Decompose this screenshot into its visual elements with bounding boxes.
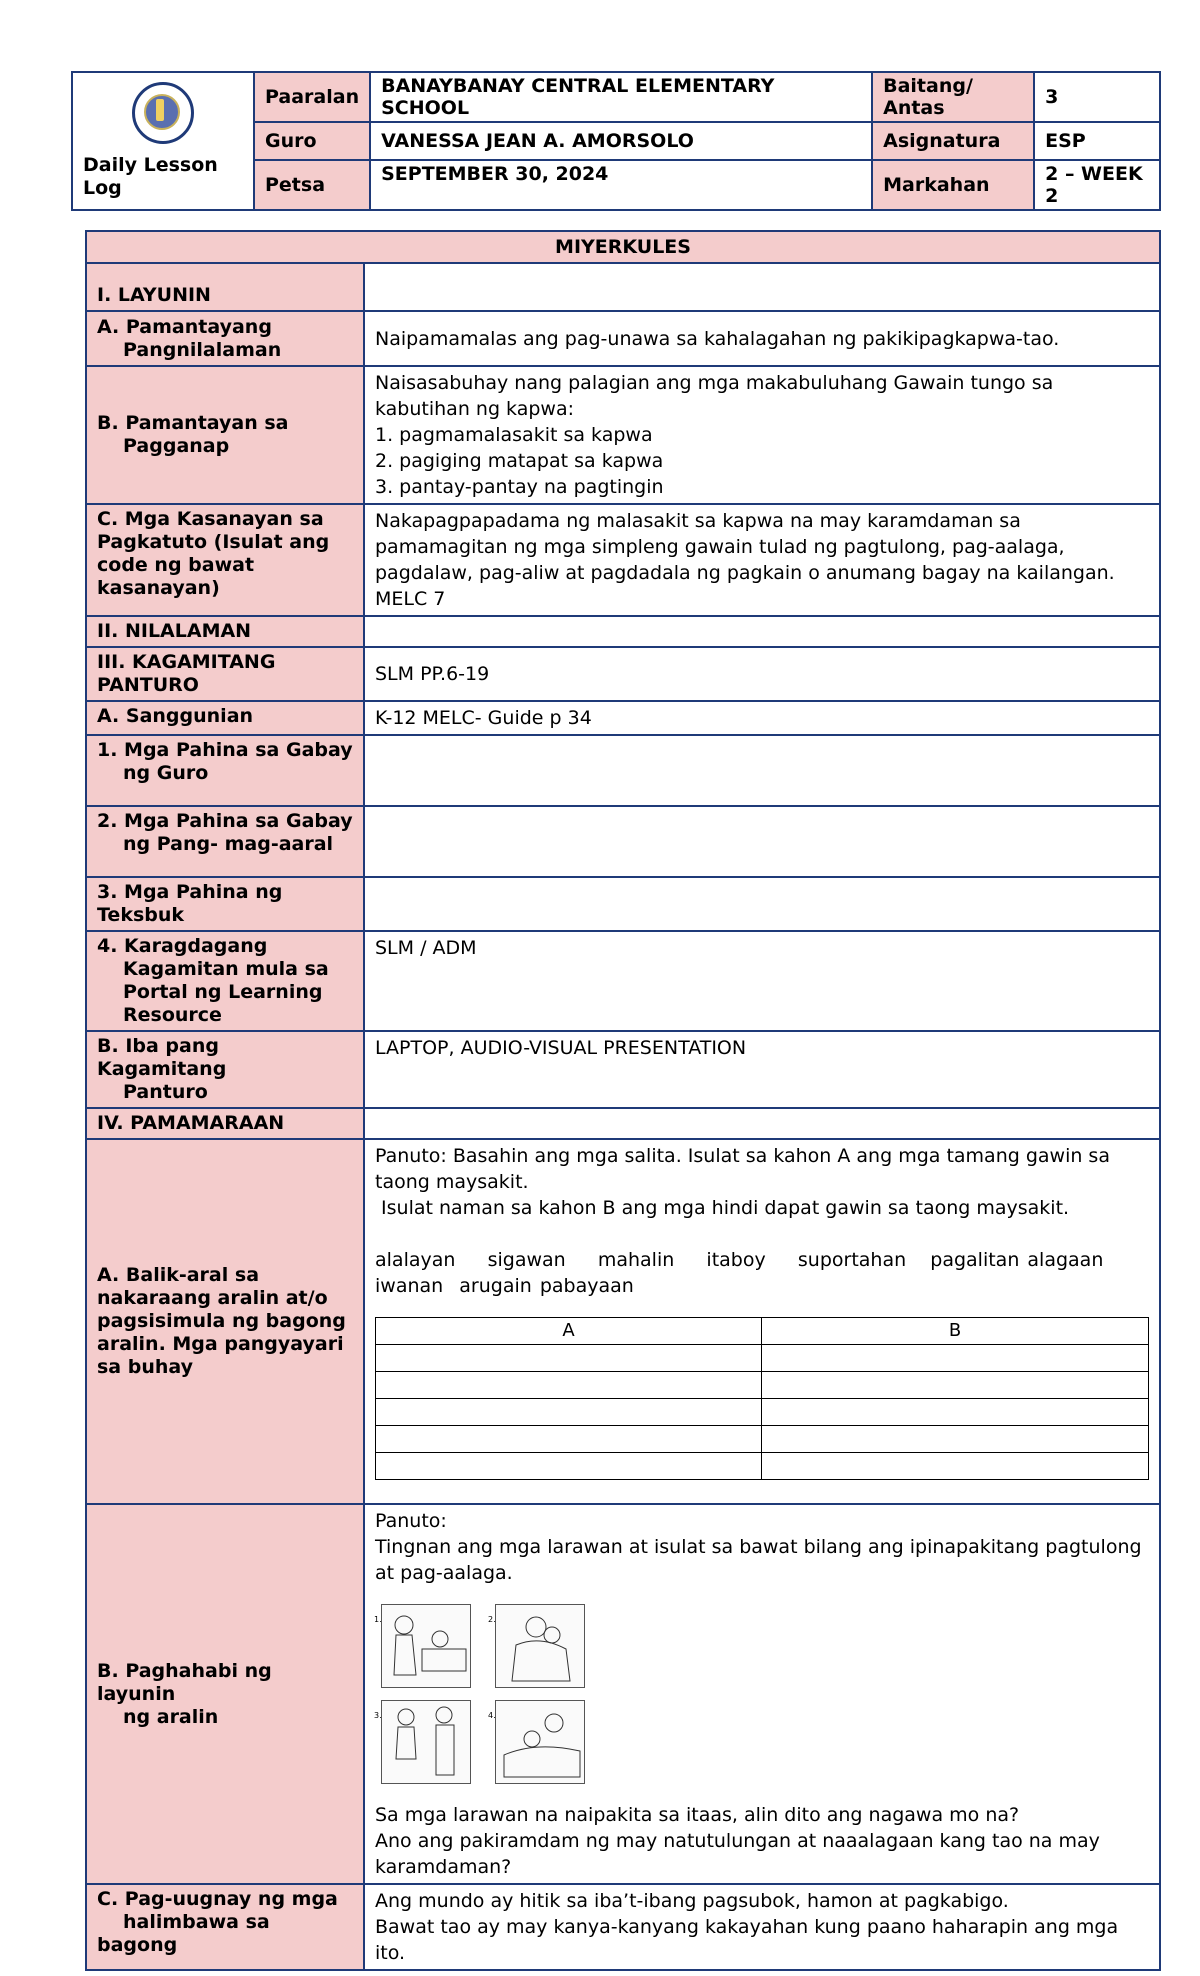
illustration-2 [488, 1604, 585, 1688]
pagganap-line: 2. pagiging matapat sa kapwa [375, 450, 664, 472]
karagdagang-label-1: 4. Karagdagang [97, 935, 268, 957]
petsa-value: SEPTEMBER 30, 2024 [370, 160, 872, 210]
nilalaman-value [364, 616, 1160, 647]
pamantayang-value: Naipamamalas ang pag-unawa sa kahalagahan ng pakikipagkapwa-tao. [364, 311, 1160, 366]
illustration-number: 4. [488, 1711, 496, 1720]
guro-label: Guro [254, 122, 370, 160]
pagganap-line: 3. pantay-pantay na pagtingin [375, 476, 664, 498]
pagganap-line: Naisasabuhay nang palagian ang mga makabuluhang Gawain tungo sa kabutihan ng kapwa: [375, 372, 1054, 420]
answer-cell[interactable] [376, 1399, 762, 1426]
col-b-header: B [762, 1318, 1149, 1345]
pagganap-line: 1. pagmamalasakit sa kapwa [375, 424, 653, 446]
answer-cell[interactable] [376, 1345, 762, 1372]
paghahabi-question-2: Ano ang pakiramdam ng may natutulungan at naaalagaan kang tao na may karamdaman? [375, 1830, 1100, 1878]
gabay-mag-label-2: ng Pang- mag-aaral [123, 833, 334, 855]
markahan-value: 2 – WEEK 2 [1034, 160, 1160, 210]
illustration-number: 3. [374, 1711, 382, 1720]
petsa-label: Petsa [254, 160, 370, 210]
paguugnay-value [364, 1884, 1160, 1970]
kasanayan-label: C. Mga Kasanayan sa Pagkatuto (Isulat ang code ng bawat kasanayan) [86, 504, 364, 616]
karagdagang-label-2: Kagamitan mula sa [123, 958, 329, 980]
day-heading: MIYERKULES [86, 231, 1160, 263]
answer-cell[interactable] [762, 1426, 1149, 1453]
pagganap-label-1: B. Pamantayan sa [97, 412, 289, 434]
sanggunian-label: A. Sanggunian [86, 701, 364, 735]
karagdagang-label [86, 931, 364, 1031]
gabay-mag-value [364, 806, 1160, 877]
karagdagang-label-3: Portal ng Learning [123, 981, 323, 1003]
paghahabi-label-1: B. Paghahabi ng layunin [97, 1659, 272, 1705]
pamantayang-label-1: A. Pamantayang [97, 315, 272, 338]
illustration-grid [375, 1604, 615, 1794]
answer-cell[interactable] [762, 1345, 1149, 1372]
balik-words: alalayan sigawan mahalin itaboy suportahan pagalitan alagaan iwanan arugain pabayaan [375, 1249, 1112, 1297]
baitang-value: 3 [1034, 72, 1160, 122]
asignatura-label: Asignatura [872, 122, 1034, 160]
illustration-3 [374, 1700, 471, 1784]
balik-aral-label: A. Balik-aral sa nakaraang aralin at/o pagsisimula ng bagong aralin. Mga pangyayari sa buhay [86, 1139, 364, 1504]
paghahabi-question-1: Sa mga larawan na naipakita sa itaas, alin dito ang nagawa mo na? [375, 1804, 1020, 1826]
iba-label-1: B. Iba pang Kagamitang [97, 1035, 227, 1080]
header-block [71, 71, 1161, 208]
answer-cell[interactable] [376, 1453, 762, 1480]
paaralan-value: BANAYBANAY CENTRAL ELEMENTARY SCHOOL [370, 72, 872, 122]
sanggunian-value: K-12 MELC- Guide p 34 [364, 701, 1160, 735]
kasanayan-code: MELC 7 [375, 588, 446, 610]
deped-seal-icon [132, 82, 194, 144]
illustration-4 [488, 1700, 585, 1784]
answer-cell[interactable] [762, 1453, 1149, 1480]
gabay-guro-label [86, 735, 364, 806]
header-table [71, 71, 1161, 211]
paghahabi-label-2: ng aralin [123, 1705, 219, 1728]
guro-value: VANESSA JEAN A. AMORSOLO [370, 122, 872, 160]
paghahabi-label [86, 1504, 364, 1884]
paguugnay-label-3: bagong [97, 1934, 178, 1956]
balik-aral-value [364, 1139, 1160, 1504]
pamamaraan-label: IV. PAMAMARAAN [86, 1108, 364, 1139]
iba-label-2: Panturo [123, 1081, 208, 1103]
markahan-label: Markahan [872, 160, 1034, 210]
paguugnay-label-2: halimbawa sa [123, 1911, 270, 1933]
kagamitan-label: III. KAGAMITANG PANTURO [86, 647, 364, 701]
lesson-table-block [85, 230, 1161, 1971]
kasanayan-text: Nakapagpapadama ng malasakit sa kapwa na may karamdaman sa pamamagitan ng mga simpleng gawain tulad ng pagtulong, pag-aalaga, pagdalaw, pag-aliw at pagdadala ng pagkain o anumang bagay na kailangan. [375, 510, 1115, 584]
karagdagang-value: SLM / ADM [364, 931, 1160, 1031]
gabay-guro-label-2: ng Guro [123, 762, 209, 784]
logo-label: Daily Lesson Log [83, 154, 218, 199]
paguugnay-label [86, 1884, 364, 1970]
illustration-number: 2. [488, 1615, 496, 1624]
baitang-label: Baitang/ Antas [872, 72, 1034, 122]
gabay-mag-label [86, 806, 364, 877]
iba-value: LAPTOP, AUDIO-VISUAL PRESENTATION [364, 1031, 1160, 1108]
kasanayan-value [364, 504, 1160, 616]
teksbuk-label: 3. Mga Pahina ng Teksbuk [86, 877, 364, 931]
illustration-number: 1. [374, 1615, 382, 1624]
answer-cell[interactable] [762, 1399, 1149, 1426]
logo-cell [72, 72, 254, 210]
pagganap-label-2: Pagganap [123, 435, 230, 457]
layunin-label: I. LAYUNIN [86, 263, 364, 311]
iba-label [86, 1031, 364, 1108]
gabay-guro-value [364, 735, 1160, 806]
col-a-header: A [376, 1318, 762, 1345]
paguugnay-label-1: C. Pag-uugnay ng mga [97, 1888, 338, 1910]
paghahabi-value [364, 1504, 1160, 1884]
ab-answer-table [375, 1317, 1149, 1480]
paguugnay-text-2: Bawat tao ay may kanya-kanyang kakayahan kung paano haharapin ang mga ito. [375, 1916, 1119, 1964]
pagganap-label [86, 366, 364, 504]
pagganap-value [364, 366, 1160, 504]
gabay-mag-label-1: 2. Mga Pahina sa Gabay [97, 810, 353, 832]
answer-cell[interactable] [762, 1372, 1149, 1399]
gabay-guro-label-1: 1. Mga Pahina sa Gabay [97, 739, 353, 761]
lesson-table [85, 230, 1161, 1971]
illustration-1 [374, 1604, 471, 1688]
karagdagang-label-4: Resource [123, 1004, 222, 1026]
answer-cell[interactable] [376, 1426, 762, 1453]
paguugnay-text-1: Ang mundo ay hitik sa iba’t-ibang pagsubok, hamon at pagkabigo. [375, 1890, 1009, 1912]
paaralan-label: Paaralan [254, 72, 370, 122]
kagamitan-value: SLM PP.6-19 [364, 647, 1160, 701]
paghahabi-panuto: Panuto: [375, 1510, 447, 1532]
pamantayang-label-2: Pangnilalaman [123, 338, 282, 361]
balik-panuto-2: Isulat naman sa kahon B ang mga hindi dapat gawin sa taong maysakit. [375, 1197, 1070, 1219]
teksbuk-value [364, 877, 1160, 931]
answer-cell[interactable] [376, 1372, 762, 1399]
pamantayang-label [86, 311, 364, 366]
paghahabi-instruction: Tingnan ang mga larawan at isulat sa bawat bilang ang ipinapakitang pagtulong at pag-aalaga. [375, 1536, 1142, 1584]
layunin-value [364, 263, 1160, 311]
balik-panuto: Panuto: Basahin ang mga salita. Isulat sa kahon A ang mga tamang gawin sa taong maysakit. [375, 1145, 1110, 1193]
nilalaman-label: II. NILALAMAN [86, 616, 364, 647]
pamamaraan-value [364, 1108, 1160, 1139]
asignatura-value: ESP [1034, 122, 1160, 160]
